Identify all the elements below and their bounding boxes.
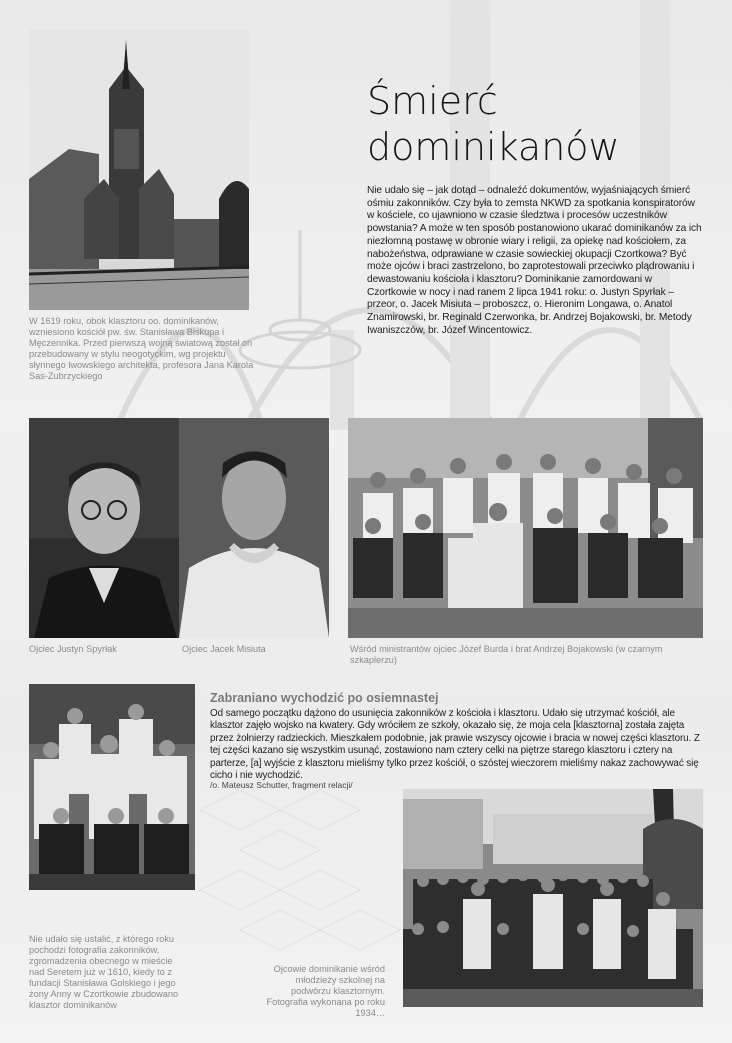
caption-spyrlak: Ojciec Justyn Spyrłak [29,644,117,654]
monks-group-photo [29,684,195,890]
courtyard-youth-photo [403,789,703,1007]
section-heading: Zabraniano wychodzić po osiemnastej [210,691,439,705]
quote-source: /o. Mateusz Schutter, fragment relacji/ [210,780,353,790]
church-caption: W 1619 roku, obok klasztoru oo. dominikanów, wzniesiono kościół pw. św. Stanisława Biskupa i Męczennika. Przed pierwszą wojną światową został on przebudowany w stylu neogotyckim, wg projektu słynnego lwowskiego architekta, profesora Jana Karola Sas-Zubrzyckiego [29,316,254,381]
section-body: Od samego początku dążono do usunięcia zakonników z kościoła i klasztoru. Udało się utrzymać kościół, ale klasztor zajęło wojsko na kwatery. Gdy wróciłem ze szkoły, okazało się, że moja cela [klasztorna] została zajęta przez żołnierzy radzieckich. Mieszkałem podobnie, jak prawie wszyscy ojcowie i bracia w nowej części klasztoru. Z tej części kazano się wszystkim usunąć, zostawiono nam cztery celki na piętrze starego klasztoru i cztery na parterze, [a] wyjście z klasztoru mieliśmy tylko przez kościół, o szóstej wieczorem mieliśmy nakaz zachowywać się cicho i nie wychodzić. [210,708,700,782]
caption-ministrants: Wśród ministrantów ojciec Józef Burda i brat Andrzej Bojakowski (w czarnym szkaplerzu) [350,644,663,665]
title-line-2: dominikanów [367,125,620,169]
lead-text: Nie udało się – jak dotąd – odnaleźć dokumentów, wyjaśniających śmierć ośmiu zakonników. Czy była to zemsta NKWD za spotkania konspiratorów w kościele, co ujawniono w czasie śledztwa i procesów uczestników powstania? A może w ten sposób postanowiono ukarać dominikanów za ich niezłomną postawę w obronie wiary i religii, za opiekę nad kościołem, za nabożeństwa, odprawiane w czasie sowieckiej okupacji Czortkowa? Być może ojców i braci zastrzelono, bo zaprotestowali przeciwko plądrowaniu i dewastowaniu kościoła i klasztoru? Dominikanie zamordowani w Czortkowie w nocy i nad ranem 2 lipca 1941 roku: o. Justyn Spyrłak – przeor, o. Jacek Misiuta – proboszcz, o. Hieronim Longawa, o. Anatol Znamirowski, br. Reginald Czerwonka, br. Andrzej Bojakowski, br. Metody Iwaniszczów, br. Józef Wincentowicz. [367,185,702,336]
church-photo [29,29,249,310]
caption-youth: Ojcowie dominikanie wśród młodzieży szkolnej na podwórzu klasztornym. Fotografia wykonana po roku 1934… [266,964,385,1018]
title-line-1: Śmierć [367,79,498,123]
caption-monks: Nie udało się ustalić, z którego roku pochodzi fotografia zakonników, zgromadzenia obecnego w mieście nad Seretem już w 1610, kiedy to z fundacji Stanisława Golskiego i jego żony Anny w Czortkowie zbudowano klasztor dominikanów [29,934,179,1010]
portrait-spyrlak [29,418,179,638]
ministrants-group-photo [348,418,703,638]
page-title [367,78,697,170]
portrait-misiuta [179,418,329,638]
caption-misiuta: Ojciec Jacek Misiuta [182,644,266,654]
